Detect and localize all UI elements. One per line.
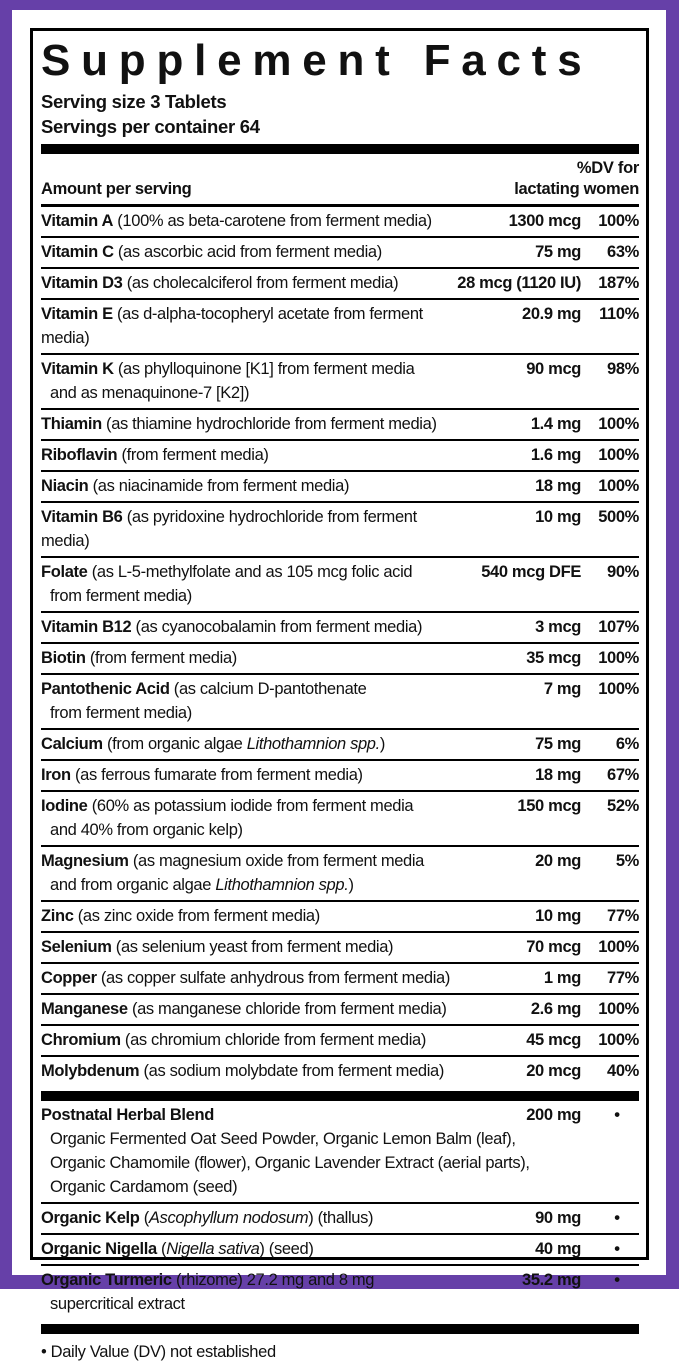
row-main-line [41,904,639,928]
serving-size: Serving size 3 Tablets [41,91,227,113]
row-main-line [41,1059,639,1083]
nutrient-name: Organic Turmeric [41,1271,172,1290]
nutrient-name: Zinc [41,907,74,926]
row-continuation-line [41,818,639,842]
row-description [41,646,469,670]
description-text: (as selenium yeast from ferment media) [111,938,394,957]
row-description [41,849,469,873]
table-row [41,847,639,902]
description-text: (rhizome) 27.2 mg and 8 mg [171,1271,375,1290]
description-text: (as niacinamide from ferment media) [88,477,350,496]
nutrient-source-text [122,274,398,292]
row-amount: 90 mcg [526,360,581,379]
row-description [41,677,469,701]
description-text: supercritical extract [50,1295,185,1314]
description-text: (as chromium chloride from ferment media) [120,1031,427,1050]
row-daily-value: 100% [598,680,639,699]
row-amount: 40 mg [535,1240,581,1259]
nutrient-name: Vitamin D3 [41,274,123,293]
row-daily-value: 63% [607,243,639,262]
nutrient-source-text [88,477,349,495]
row-daily-value: 77% [607,907,639,926]
description-text: and from organic algae [50,876,216,895]
description-text: (as L-5-methylfolate and as 105 mcg folic acid [87,563,413,582]
nutrient-name: Postnatal Herbal Blend [41,1106,214,1125]
table-row [41,933,639,964]
row-main-line [41,646,639,670]
table-row [41,472,639,503]
row-description [41,966,469,990]
nutrient-name: Iodine [41,797,88,816]
row-main-line [41,1206,639,1230]
description-text: (60% as potassium iodide from ferment media [87,797,414,816]
row-description [41,935,469,959]
row-amount: 35.2 mg [522,1271,581,1290]
nutrient-name: Vitamin B6 [41,508,123,527]
column-header-row [41,154,639,207]
row-main-line [41,1103,639,1127]
nutrient-source-text [88,563,413,581]
row-amount: 1 mg [543,969,581,988]
table-row [41,1026,639,1057]
description-text: (as zinc oxide from ferment media) [73,907,320,926]
row-daily-value: 6% [615,735,639,754]
row-main-line [41,935,639,959]
description-text: (as copper sulfate anhydrous from ferment media) [96,969,451,988]
latin-species-name: Lithothamnion spp. [215,876,349,895]
row-main-line [41,505,639,553]
row-main-line [41,849,639,873]
description-text: (as magnesium oxide from ferment media [128,852,425,871]
row-daily-value: • [614,1240,620,1259]
row-description [41,209,469,233]
table-row [41,558,639,613]
row-daily-value: 98% [607,360,639,379]
panel-title: Supplement Facts [41,36,593,85]
row-description [41,271,451,295]
nutrient-name: Vitamin C [41,243,114,262]
row-continuation-line [41,873,639,897]
description-text: and as menaquinone-7 [K2]) [50,384,250,403]
amount-column-header: Amount per serving [41,180,192,199]
nutrient-source-text [71,766,363,784]
nutrient-source-text [97,969,450,987]
nutrient-source-text [102,415,437,433]
description-text: (from ferment media) [117,446,269,465]
row-amount: 75 mg [535,735,581,754]
table-row [41,1235,639,1266]
row-amount: 1300 mcg [508,212,581,231]
nutrient-source-text [140,1209,374,1227]
row-description [41,1103,469,1127]
row-description [41,240,469,264]
row-description [41,1206,469,1230]
row-main-line [41,474,639,498]
daily-value-footnote: • Daily Value (DV) not established [41,1343,276,1362]
row-main-line [41,615,639,639]
row-daily-value: • [614,1271,620,1290]
row-description [41,1237,469,1261]
nutrient-name: Calcium [41,735,103,754]
row-main-line [41,443,639,467]
row-amount: 18 mg [535,477,581,496]
description-text: from ferment media) [50,704,192,723]
row-description [41,763,469,787]
table-row [41,792,639,847]
table-row [41,238,639,269]
row-main-line [41,357,639,381]
row-daily-value: 100% [598,477,639,496]
table-row [41,441,639,472]
row-main-line [41,763,639,787]
row-description [41,794,469,818]
table-row [41,1101,639,1204]
table-row [41,355,639,410]
table-row [41,964,639,995]
description-text: (as cyanocobalamin from ferment media) [131,618,423,637]
row-description [41,505,469,553]
table-row [41,730,639,761]
nutrient-name: Niacin [41,477,89,496]
description-text: ( [156,1240,167,1259]
row-amount: 90 mg [535,1209,581,1228]
row-amount: 200 mg [526,1106,581,1125]
nutrient-source-text [121,1031,426,1049]
description-text: (from ferment media) [85,649,237,668]
dv-header-line2: lactating women [514,180,639,199]
row-description [41,997,469,1021]
row-daily-value: • [614,1209,620,1228]
nutrient-source-text [86,649,237,667]
row-daily-value: 100% [598,446,639,465]
nutrient-source-text [74,907,320,925]
row-amount: 150 mcg [517,797,581,816]
row-amount: 2.6 mg [530,1000,581,1019]
nutrient-name: Riboflavin [41,446,118,465]
description-text: Organic Fermented Oat Seed Powder, Organic Lemon Balm (leaf), [50,1130,516,1149]
row-continuation-line [41,701,639,725]
row-daily-value: 500% [598,508,639,527]
description-text: (as calcium D-pantothenate [169,680,367,699]
description-text: (from organic algae [102,735,247,754]
nutrient-source-text [139,1062,444,1080]
row-daily-value: 107% [598,618,639,637]
row-daily-value: 67% [607,766,639,785]
row-main-line [41,209,639,233]
row-amount: 10 mg [535,907,581,926]
row-amount: 7 mg [543,680,581,699]
row-main-line [41,302,639,350]
latin-species-name: Nigella sativa [166,1240,260,1259]
description-text: from ferment media) [50,587,192,606]
row-daily-value: • [614,1106,620,1125]
row-daily-value: 110% [599,305,639,324]
dv-column-header [514,158,639,200]
row-main-line [41,966,639,990]
row-description [41,904,469,928]
row-description [41,1268,469,1292]
description-text: ) (seed) [259,1240,314,1259]
nutrient-name: Pantothenic Acid [41,680,170,699]
nutrient-name: Chromium [41,1031,121,1050]
nutrient-name: Manganese [41,1000,128,1019]
row-main-line [41,271,639,295]
nutrient-name: Copper [41,969,97,988]
description-text: (as ascorbic acid from ferment media) [113,243,382,262]
row-description [41,357,469,381]
row-amount: 540 mcg DFE [481,563,581,582]
vitamins-minerals-table [41,207,639,1086]
nutrient-source-text [103,735,385,753]
description-text: (as ferrous fumarate from ferment media) [70,766,363,785]
table-row [41,995,639,1026]
section-divider-bar [41,1324,639,1334]
description-text: Organic Cardamom (seed) [50,1178,238,1197]
description-text: (as thiamine hydrochloride from ferment media) [101,415,437,434]
nutrient-source-text [113,212,432,230]
row-daily-value: 100% [598,1000,639,1019]
row-amount: 75 mg [535,243,581,262]
table-row [41,675,639,730]
nutrient-source-text [114,360,415,378]
row-amount: 3 mcg [535,618,581,637]
description-text: ) [348,876,354,895]
nutrient-name: Folate [41,563,88,582]
row-main-line [41,240,639,264]
row-daily-value: 77% [607,969,639,988]
row-daily-value: 187% [598,274,639,293]
row-amount: 18 mg [535,766,581,785]
row-amount: 20 mcg [526,1062,581,1081]
nutrient-source-text [170,680,367,698]
nutrient-source-text [87,797,413,815]
row-main-line [41,794,639,818]
row-description [41,560,469,584]
servings-per-container: Servings per container 64 [41,116,260,138]
nutrient-source-text [117,446,268,464]
nutrient-source-text [112,938,394,956]
row-continuation-line [41,381,639,405]
row-daily-value: 100% [598,212,639,231]
nutrient-name: Vitamin E [41,305,113,324]
row-main-line [41,1237,639,1261]
latin-species-name: Lithothamnion spp. [246,735,380,754]
nutrient-name: Molybdenum [41,1062,140,1081]
row-description [41,615,469,639]
row-daily-value: 100% [598,1031,639,1050]
table-row [41,613,639,644]
row-continuation-line [41,584,639,608]
nutrient-name: Vitamin K [41,360,114,379]
description-text: ( [139,1209,149,1228]
table-row [41,1266,639,1319]
row-continuation-line [41,1151,639,1175]
description-text: Organic Chamomile (flower), Organic Lavender Extract (aerial parts), [50,1154,530,1173]
row-main-line [41,997,639,1021]
row-description [41,1028,469,1052]
description-text: ) [379,735,386,754]
row-amount: 45 mcg [526,1031,581,1050]
description-text: (as sodium molybdate from ferment media) [139,1062,445,1081]
nutrient-name: Biotin [41,649,86,668]
row-main-line [41,412,639,436]
row-main-line [41,732,639,756]
table-row [41,503,639,558]
row-description [41,302,469,350]
row-main-line [41,1268,639,1292]
nutrient-source-text [114,243,382,261]
table-row [41,269,639,300]
row-daily-value: 90% [607,563,639,582]
row-description [41,474,469,498]
table-row [41,644,639,675]
row-description [41,1059,469,1083]
section-divider-bar [41,144,639,154]
table-row [41,1204,639,1235]
dv-header-line1: %DV for [576,159,639,178]
description-text: and 40% from organic kelp) [50,821,243,840]
row-daily-value: 40% [607,1062,639,1081]
description-text: (as cholecalciferol from ferment media) [122,274,399,293]
nutrient-source-text [129,852,424,870]
table-row [41,300,639,355]
row-amount: 20.9 mg [522,305,581,324]
table-row [41,1057,639,1086]
row-main-line [41,677,639,701]
description-text: (100% as beta-carotene from ferment media) [113,212,432,231]
table-row [41,902,639,933]
supplement-facts-panel [30,28,649,1362]
nutrient-name: Thiamin [41,415,102,434]
nutrient-source-text [131,618,422,636]
nutrient-name: Organic Kelp [41,1209,140,1228]
nutrient-name: Organic Nigella [41,1240,157,1259]
row-continuation-line [41,1175,639,1199]
nutrient-name: Selenium [41,938,112,957]
row-daily-value: 100% [598,415,639,434]
row-description [41,732,469,756]
row-amount: 10 mg [535,508,581,527]
row-amount: 28 mcg (1120 IU) [457,274,581,293]
row-description [41,412,469,436]
table-row [41,410,639,441]
row-daily-value: 5% [615,852,639,871]
table-row [41,207,639,238]
section-divider-bar [41,1091,639,1101]
herbal-blend-table [41,1101,639,1319]
row-daily-value: 100% [598,938,639,957]
nutrient-source-text [128,1000,447,1018]
latin-species-name: Ascophyllum nodosum [148,1209,309,1228]
nutrient-source-text [172,1271,374,1289]
label-margin [12,10,666,1362]
row-amount: 20 mg [535,852,581,871]
row-continuation-line [41,1292,639,1316]
row-continuation-line [41,1127,639,1151]
nutrient-name: Vitamin A [41,212,114,231]
row-description [41,443,469,467]
nutrient-name: Vitamin B12 [41,618,132,637]
description-text: (as pyridoxine hydrochloride from ferment media) [41,508,417,551]
row-amount: 35 mcg [526,649,581,668]
nutrient-name: Magnesium [41,852,129,871]
row-amount: 1.4 mg [530,415,581,434]
row-amount: 1.6 mg [530,446,581,465]
description-text: ) (thallus) [308,1209,374,1228]
row-amount: 70 mcg [526,938,581,957]
nutrient-name: Iron [41,766,71,785]
description-text: (as d-alpha-tocopheryl acetate from ferment media) [41,305,423,348]
row-main-line [41,1028,639,1052]
description-text: (as manganese chloride from ferment media) [127,1000,447,1019]
description-text: (as phylloquinone [K1] from ferment media [113,360,415,379]
row-daily-value: 100% [598,649,639,668]
row-daily-value: 52% [607,797,639,816]
row-main-line [41,560,639,584]
nutrient-source-text [157,1240,314,1258]
table-row [41,761,639,792]
